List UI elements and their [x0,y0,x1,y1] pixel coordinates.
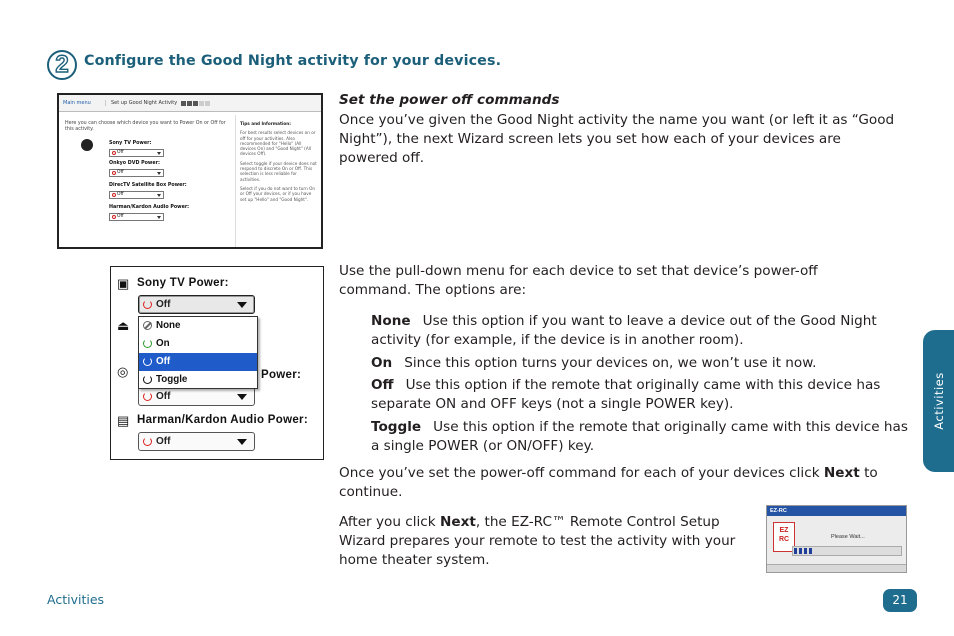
select-value: Off [156,299,171,310]
option-description: Since this option turns your devices on, we won’t use it now. [404,355,817,371]
wizard-device-row [109,141,164,157]
option-label: None [156,320,181,331]
device-power-select [138,295,255,314]
device-power-select [109,169,164,177]
device-label-tail: Power: [261,369,302,381]
option-description: Use this option if you want to leave a device out of the Good Night activity (for example, if the device is in another room). [371,313,877,348]
option-term: Off [371,377,394,393]
option-description: Use this option if the remote that originally came with this device has a single POWER (or ON/OFF) key. [371,419,908,454]
select-value: Off [156,391,171,402]
chevron-down-icon [237,302,247,308]
satellite-icon: ◎ [117,364,129,379]
tab-main-menu: Main menu [63,100,91,106]
menu-option-off [139,353,257,371]
next-keyword: Next [823,465,860,481]
side-tab-label: Activities [931,372,946,430]
menu-option-none [139,317,257,335]
wizard-device-row [109,183,187,199]
toggle-icon [143,375,152,384]
option-label: Toggle [156,374,188,385]
power-icon [112,151,116,155]
chevron-down-icon [237,394,247,400]
device-power-select [109,149,164,157]
device-label: Harman/Kardon Audio Power: [137,414,308,426]
power-off-icon [143,357,152,366]
step-title: Configure the Good Night activity for your devices. [84,53,502,69]
device-power-select [138,432,255,451]
select-value: Off [117,150,124,155]
intro-paragraph: Once you’ve given the Good Night activity the name you want (or left it as “Good Night”), the next Wizard screen lets you set how each of your devices are powered off. [339,112,895,166]
please-wait-screenshot [766,505,907,573]
power-icon [112,193,116,197]
select-value: Off [156,436,171,447]
wizard-screenshot [57,93,323,249]
dropdown-screenshot [110,266,324,460]
device-label: Harman/Kardon Audio Power: [109,205,190,210]
device-label: DirecTV Satellite Box Power: [109,183,187,188]
power-on-icon [143,339,152,348]
option-term: None [371,313,411,329]
window-title-bar: EZ-RC [767,506,906,516]
wizard-step-dots [181,101,210,106]
option-toggle-paragraph [371,418,911,456]
option-description: Use this option if the remote that originally came with this device has separate ON and OFF keys (not a single POWER key). [371,377,881,412]
menu-option-toggle [139,371,257,389]
option-term: On [371,355,393,371]
none-icon [143,321,152,330]
subheading: Set the power off commands [339,92,560,108]
tip-item: Select toggle if your device does not respond to discrete On or Off. This selection is less reliable for activities. [240,160,317,182]
power-icon [112,171,116,175]
wizard-intro: Here you can choose which device you want to Power On or Off for this activity. [65,121,226,132]
option-label: Off [156,356,171,367]
device-label: Onkyo DVD Power: [109,161,160,166]
section-side-tab [923,330,954,472]
device-power-select [109,191,164,199]
option-none-paragraph [371,312,911,350]
option-term: Toggle [371,419,422,435]
ez-rc-logo: EZ RC [773,522,795,552]
wait-message: Please Wait... [831,534,865,540]
option-off-paragraph [371,376,916,414]
after-paragraph: After you click Next, the EZ-RC™ Remote Control Setup Wizard prepares your remote to test the activity with your home theater system. [339,514,736,568]
device-label: Sony TV Power: [109,141,152,146]
tip-item: For best results select devices on or off for your activities. Also recommended for "Hello" (All devices On) and "Good Night" (All devices Off). [240,130,316,157]
tips-title: Tips and Information: [240,121,291,126]
next-keyword: Next [439,514,476,530]
pulldown-paragraph: Use the pull-down menu for each device to set that device’s power-off command. The options are: [339,263,818,298]
wizard-device-row [109,205,189,221]
power-icon [143,392,152,401]
wizard-tab-bar [59,95,321,112]
power-options-menu [138,316,258,389]
audio-receiver-icon: ▤ [117,413,130,428]
device-power-select [138,387,255,406]
device-label: Sony TV Power: [137,277,229,289]
wizard-device-row [109,161,164,177]
progress-fill [794,548,812,554]
tv-icon: ▣ [117,276,130,291]
wizard-device-panel [65,121,235,133]
select-value: Off [117,192,124,197]
footer-section-name: Activities [47,592,105,607]
power-icon [143,300,152,309]
power-icon [143,437,152,446]
chevron-down-icon [237,439,247,445]
tip-item: Select if you do not want to turn On or Off your devices, or if you have set up "Hello" and "Good Night". [240,185,316,202]
status-strip [767,564,907,573]
menu-option-on [139,335,257,353]
device-power-select [109,213,164,221]
select-value: Off [117,214,124,219]
step-number: 2 [55,51,69,78]
select-value: Off [117,170,124,175]
option-label: On [156,338,170,349]
moon-icon [81,139,93,151]
page-number: 21 [883,589,917,612]
power-icon [112,215,116,219]
option-on-paragraph [371,354,911,373]
dvd-icon: ⏏ [117,318,130,333]
step-number-badge [47,50,77,80]
tips-panel [235,115,321,247]
next-paragraph: Once you’ve set the power-off command for each of your devices click Next to continue. [339,465,878,500]
progress-bar [792,546,902,556]
tab-setup-activity: Set up Good Night Activity [105,100,177,106]
